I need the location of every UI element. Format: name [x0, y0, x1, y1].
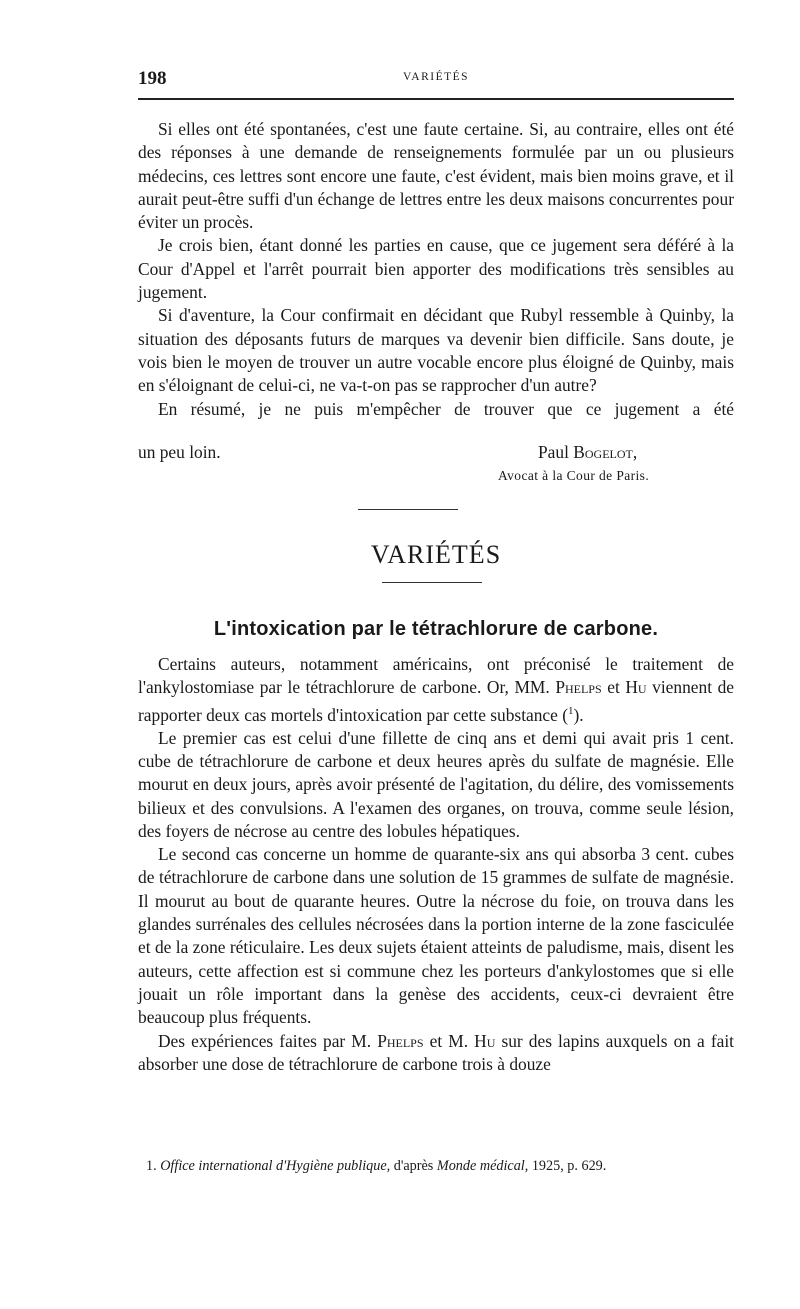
- text-segment: Le premier cas est celui d'une fillette de cinq ans et demi qui avait pris 1 cent. cube de tétrachlorure de carbone et deux heures après du sulfate de magnésie. Elle mourut en deux jours, après avoir présenté de l'agitation, du délire, des vomissements bilieux et des convulsions. A l'examen des organes, on trouva, comme seule lésion, des foyers de nécrose au centre des lobules hépatiques.: [138, 727, 734, 841]
- letter-paragraph: Si elles ont été spontanées, c'est une faute certaine. Si, au contraire, elles ont été des réponses à une demande de renseignements formulée par un ou plusieurs médecins, ces lettres sont encore une faute, c'est évident, mais bien moins grave, et il aurait peut-être suffi d'un échange de lettres entre les deux maisons concurrentes pour éviter un procès.: [138, 119, 734, 233]
- header-rule: [138, 98, 734, 100]
- page-header: [138, 68, 734, 92]
- section-title-rule: [382, 582, 482, 583]
- text-segment: sur des lapins auxquels on a fait absorber une dose de tétrachlorure de carbone trois à douze: [138, 1030, 735, 1074]
- footnote: [146, 1156, 734, 1176]
- text-segment: Certains auteurs, notamment américains, ont préconisé le traitement de l'ankylostomiase par le tétrachlorure de carbone. Or, MM.: [138, 654, 734, 698]
- article-body: [138, 653, 734, 1076]
- text-segment: et: [601, 677, 626, 698]
- signature-name: [538, 442, 637, 463]
- text-segment: Le second cas concerne un homme de quarante-six ans qui absorba 3 cent. cubes de tétrachlorure de carbone dans une solution de 15 grammes de sulfate de magnésie. Il mourut au bout de quarante heures. Outre la nécrose du foie, on trouva dans les glandes surrénales des cellules nécrosées dans la portion interne de la zone fasciculée et de la zone réticulaire. Les deux sujets étaient atteints de paludisme, mais, disent les auteurs, cette affection est si commune chez les porteurs d'ankylostomes que si elle jouait un rôle important dans la genèse des accidents, ceux-ci devraient être beaucoup plus fréquents.: [138, 844, 734, 1028]
- letter-paragraph: Je crois bien, étant donné les parties en cause, que ce jugement sera déféré à la Cour d'Appel et l'arrêt pourrait bien apporter des modifications très sensibles au jugement.: [138, 235, 734, 303]
- page-number: 198: [138, 68, 167, 89]
- text-segment: Hu: [474, 1030, 496, 1051]
- footnote-end: 1925, p. 629.: [528, 1158, 607, 1174]
- text-segment: Hu: [625, 677, 647, 698]
- article-paragraph: [138, 843, 734, 1029]
- separator-rule: [358, 509, 458, 510]
- text-segment: Phelps: [377, 1030, 424, 1051]
- text-segment: viennent de rapporter deux cas mortels d'intoxication par cette substance (: [138, 677, 735, 725]
- text-segment: Des expériences faites par M.: [158, 1030, 378, 1051]
- section-title: VARIÉTÉS: [370, 540, 502, 569]
- text-segment: 1: [568, 704, 574, 717]
- signature-row: [138, 442, 734, 466]
- article-title: L'intoxication par le tétrachlorure de carbone.: [213, 618, 659, 640]
- article-paragraph: [138, 727, 734, 843]
- article-paragraph: [138, 653, 734, 727]
- running-head: VARIÉTÉS: [402, 71, 470, 83]
- footnote-number: 1.: [146, 1158, 157, 1174]
- text-segment: et M.: [423, 1030, 475, 1051]
- signature-last: Bogelot,: [573, 442, 638, 462]
- letter-paragraph: Si d'aventure, la Cour confirmait en décidant que Rubyl ressemble à Quinby, la situation des déposants futurs de marques va devenir bien difficile. Sans doute, je vois bien le moyen de trouver un autre vocable encore plus éloigné de Quinby, mais en s'éloignant de celui-ci, ne va-t-on pas se rapprocher d'un autre?: [138, 305, 734, 396]
- letter-paragraph: En résumé, je ne puis m'empêcher de trouver que ce jugement a été: [158, 398, 734, 419]
- signature-title: Avocat à la Cour de Paris.: [498, 468, 650, 483]
- letter-body: [138, 118, 734, 421]
- footnote-journal: Monde médical,: [436, 1158, 529, 1174]
- footnote-middle: d'après: [390, 1158, 437, 1174]
- signature-first: Paul: [538, 442, 569, 462]
- article-paragraph: [138, 1030, 734, 1077]
- text-segment: ).: [573, 704, 584, 725]
- text-segment: Phelps: [555, 677, 602, 698]
- letter-closing: un peu loin.: [138, 442, 221, 462]
- footnote-source: Office international d'Hygiène publique,: [160, 1158, 391, 1174]
